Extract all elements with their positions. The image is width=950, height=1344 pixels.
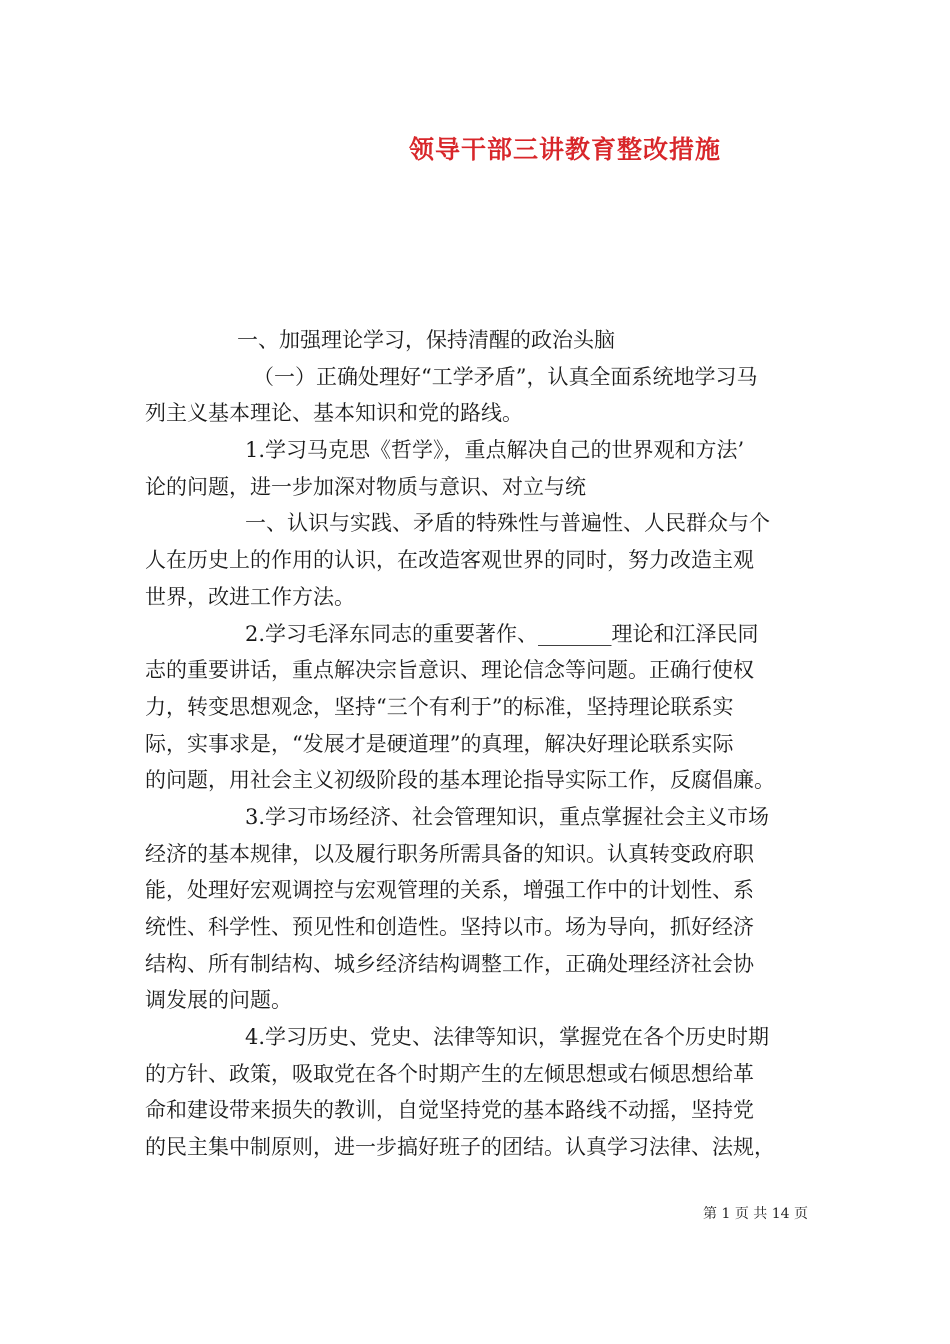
document-body [145,322,813,1166]
body-line: 的问题，用社会主义初级阶段的基本理论指导实际工作，反腐倡廉。 [145,768,775,793]
body-line: 能，处理好宏观调控与宏观管理的关系，增强工作中的计划性、系 [145,878,754,903]
body-line: 命和建设带来损失的教训，自觉坚持党的基本路线不动摇，坚持党 [145,1098,754,1123]
body-line: 的民主集中制原则，进一步搞好班子的团结。认真学习法律、法规， [145,1135,775,1160]
body-line: 一、加强理论学习，保持清醒的政治头脑 [237,328,615,352]
body-line: 调发展的问题。 [145,988,292,1013]
body-line: 列主义基本理论、基本知识和党的路线。 [145,401,523,426]
body-line: 的方针、政策，吸取党在各个时期产生的左倾思想或右倾思想给革 [145,1061,754,1086]
body-line: （一）正确处理好“工学矛盾”，认真全面系统地学习马 [253,364,758,389]
body-line: 结构、所有制结构、城乡经济结构调整工作，正确处理经济社会协 [145,951,754,976]
body-line: 力，转变思想观念，坚持“三个有利于”的标准，坚持理论联系实 [145,694,734,719]
body-line: 4.学习历史、党史、法律等知识，掌握党在各个历史时期 [245,1025,770,1050]
body-line: 2.学习毛泽东同志的重要著作、_______理论和江泽民同 [245,621,759,646]
body-line: 3.学习市场经济、社会管理知识，重点掌握社会主义市场 [245,804,770,829]
body-line: 人在历史上的作用的认识，在改造客观世界的同时，努力改造主观 [145,548,754,573]
body-line: 际，实事求是，“发展才是硬道理”的真理，解决好理论联系实际 [145,731,734,756]
body-line: 统性、科学性、预见性和创造性。坚持以市。场为导向，抓好经济 [145,915,754,939]
body-line: 经济的基本规律，以及履行职务所需具备的知识。认真转变政府职 [145,841,754,866]
body-line: 一、认识与实践、矛盾的特殊性与普遍性、人民群众与个 [245,511,770,536]
body-line: 1.学习马克思《哲学》，重点解决自己的世界观和方法’ [245,438,745,463]
page-footer: 第 1 页 共 14 页 [703,1206,808,1222]
body-line: 世界，改进工作方法。 [145,584,355,609]
body-line: 论的问题，进一步加深对物质与意识、对立与统 [145,474,586,499]
body-line: 志的重要讲话，重点解决宗旨意识、理论信念等问题。正确行使权 [145,658,754,683]
document-title: 领导干部三讲教育整改措施 [408,135,721,164]
